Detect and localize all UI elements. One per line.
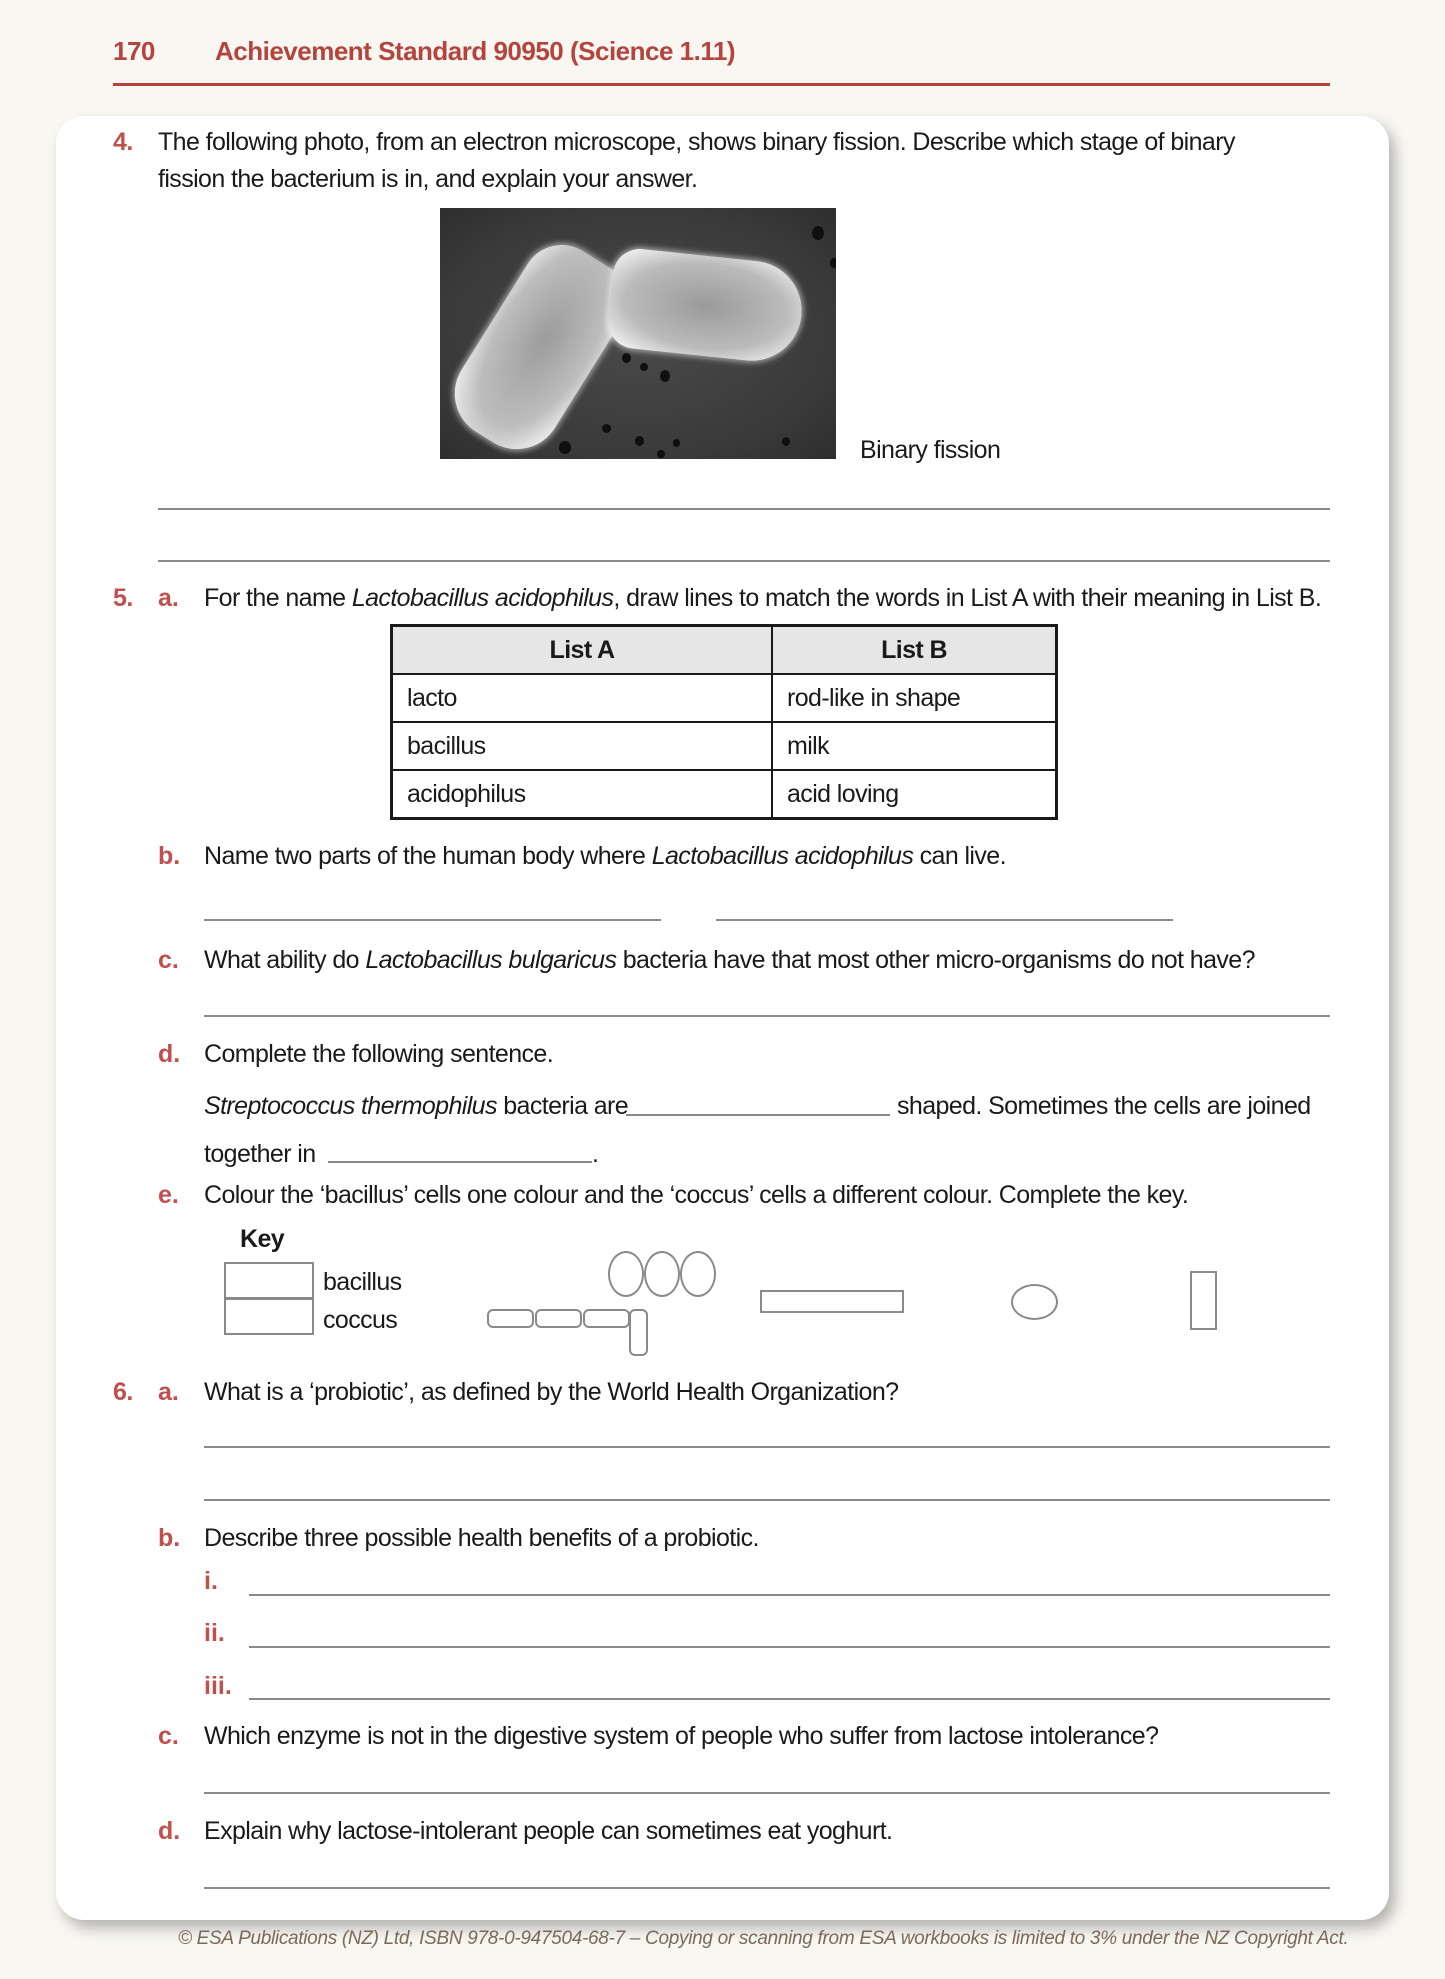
coccus-cell-shape[interactable]: [608, 1251, 644, 1297]
q5d-sentence-end: .: [592, 1140, 599, 1168]
question-number-6: 6.: [113, 1378, 133, 1406]
q5b-text: Name two parts of the human body where Lactobacillus acidophilus can live.: [204, 842, 1006, 870]
q6c-text: Which enzyme is not in the digestive system of people who suffer from lactose intolerance?: [204, 1722, 1159, 1750]
page-number: 170: [113, 36, 155, 66]
binary-fission-photo: [440, 208, 836, 459]
q4-answer-line-2[interactable]: [158, 560, 1330, 562]
q5e-text: Colour the ‘bacillus’ cells one colour and the ‘coccus’ cells a different colour. Complete the key.: [204, 1181, 1189, 1209]
bacillus-cell-shape[interactable]: [583, 1309, 630, 1328]
q5d-sentence-part1: Streptococcus thermophilus bacteria are: [204, 1092, 629, 1120]
q5d-sentence-part2: shaped. Sometimes the cells are joined: [897, 1092, 1311, 1120]
q6b-answer-line-i[interactable]: [249, 1594, 1330, 1596]
list-a-cell: bacillus: [392, 722, 773, 770]
q5c-label: c.: [158, 946, 179, 974]
q5e-label: e.: [158, 1181, 179, 1209]
q5a-label: a.: [158, 584, 179, 612]
coccus-cell-shape[interactable]: [644, 1251, 680, 1297]
column-header-list-b: List B: [772, 626, 1057, 675]
bacillus-cell-shape[interactable]: [629, 1309, 648, 1356]
column-header-list-a: List A: [392, 626, 773, 675]
coccus-cell-shape[interactable]: [680, 1251, 716, 1297]
q6b-answer-line-ii[interactable]: [249, 1646, 1330, 1648]
q6c-label: c.: [158, 1722, 179, 1750]
q6b-item-ii-label: ii.: [204, 1619, 225, 1647]
q5b-answer-line-1[interactable]: [204, 919, 661, 921]
q6b-text: Describe three possible health benefits of a probiotic.: [204, 1524, 759, 1552]
table-header-row: [392, 626, 1057, 675]
page-header: [113, 30, 1330, 86]
bacillus-cell-shape[interactable]: [487, 1309, 534, 1328]
bacillus-cell-shape[interactable]: [535, 1309, 582, 1328]
bacterium-cell-left: [440, 230, 642, 459]
q6d-answer-line[interactable]: [204, 1887, 1330, 1889]
q6b-answer-line-iii[interactable]: [249, 1698, 1330, 1700]
photo-caption: Binary fission: [860, 436, 1001, 464]
q5b-answer-line-2[interactable]: [716, 919, 1173, 921]
bacterium-cell-right: [605, 246, 806, 366]
q5c-text: What ability do Lactobacillus bulgaricus bacteria have that most other micro-organisms do not have?: [204, 946, 1255, 974]
q6d-label: d.: [158, 1817, 181, 1845]
q6a-answer-line-2[interactable]: [204, 1499, 1330, 1501]
matching-table: [390, 624, 1058, 820]
bacillus-cell-shape[interactable]: [760, 1290, 904, 1313]
list-b-cell: rod-like in shape: [772, 674, 1057, 722]
coccus-cell-shape[interactable]: [1011, 1284, 1058, 1320]
question-number-4: 4.: [113, 128, 133, 156]
list-a-cell: lacto: [392, 674, 773, 722]
table-row: [392, 674, 1057, 722]
q5b-label: b.: [158, 842, 181, 870]
q6b-label: b.: [158, 1524, 181, 1552]
question-number-5: 5.: [113, 584, 133, 612]
page-title: Achievement Standard 90950 (Science 1.11): [215, 36, 735, 66]
q6a-answer-line-1[interactable]: [204, 1446, 1330, 1448]
list-b-cell: milk: [772, 722, 1057, 770]
q6b-item-i-label: i.: [204, 1567, 218, 1595]
q6a-label: a.: [158, 1378, 179, 1406]
q5a-text: For the name Lactobacillus acidophilus, draw lines to match the words in List A with their meaning in List B.: [204, 584, 1322, 612]
q6a-text: What is a ‘probiotic’, as defined by the World Health Organization?: [204, 1378, 899, 1406]
table-row: [392, 770, 1057, 819]
q5d-blank-shape[interactable]: [626, 1114, 890, 1116]
key-title: Key: [240, 1225, 285, 1253]
copyright-footer: © ESA Publications (NZ) Ltd, ISBN 978-0-947504-68-7 – Copying or scanning from ESA workbooks is limited to 3% under the NZ Copyright Act.: [178, 1928, 1349, 1949]
key-label-coccus: coccus: [323, 1306, 398, 1334]
table-row: [392, 722, 1057, 770]
key-swatch-coccus[interactable]: [224, 1298, 314, 1335]
q5c-answer-line[interactable]: [204, 1015, 1330, 1017]
q5d-blank-arrangement[interactable]: [328, 1161, 592, 1163]
key-label-bacillus: bacillus: [323, 1268, 402, 1296]
q5d-text: Complete the following sentence.: [204, 1040, 554, 1068]
q5d-sentence-part3: together in: [204, 1140, 316, 1168]
q4-text-line2: fission the bacterium is in, and explain your answer.: [158, 165, 698, 193]
key-swatch-bacillus[interactable]: [224, 1262, 314, 1299]
q4-answer-line-1[interactable]: [158, 508, 1330, 510]
q6d-text: Explain why lactose-intolerant people can sometimes eat yoghurt.: [204, 1817, 893, 1845]
q6c-answer-line[interactable]: [204, 1792, 1330, 1794]
list-a-cell: acidophilus: [392, 770, 773, 819]
list-b-cell: acid loving: [772, 770, 1057, 819]
q5d-label: d.: [158, 1040, 181, 1068]
bacillus-cell-shape[interactable]: [1190, 1271, 1217, 1330]
q4-text-line1: The following photo, from an electron microscope, shows binary fission. Describe which stage of binary: [158, 128, 1235, 156]
q6b-item-iii-label: iii.: [204, 1672, 232, 1700]
